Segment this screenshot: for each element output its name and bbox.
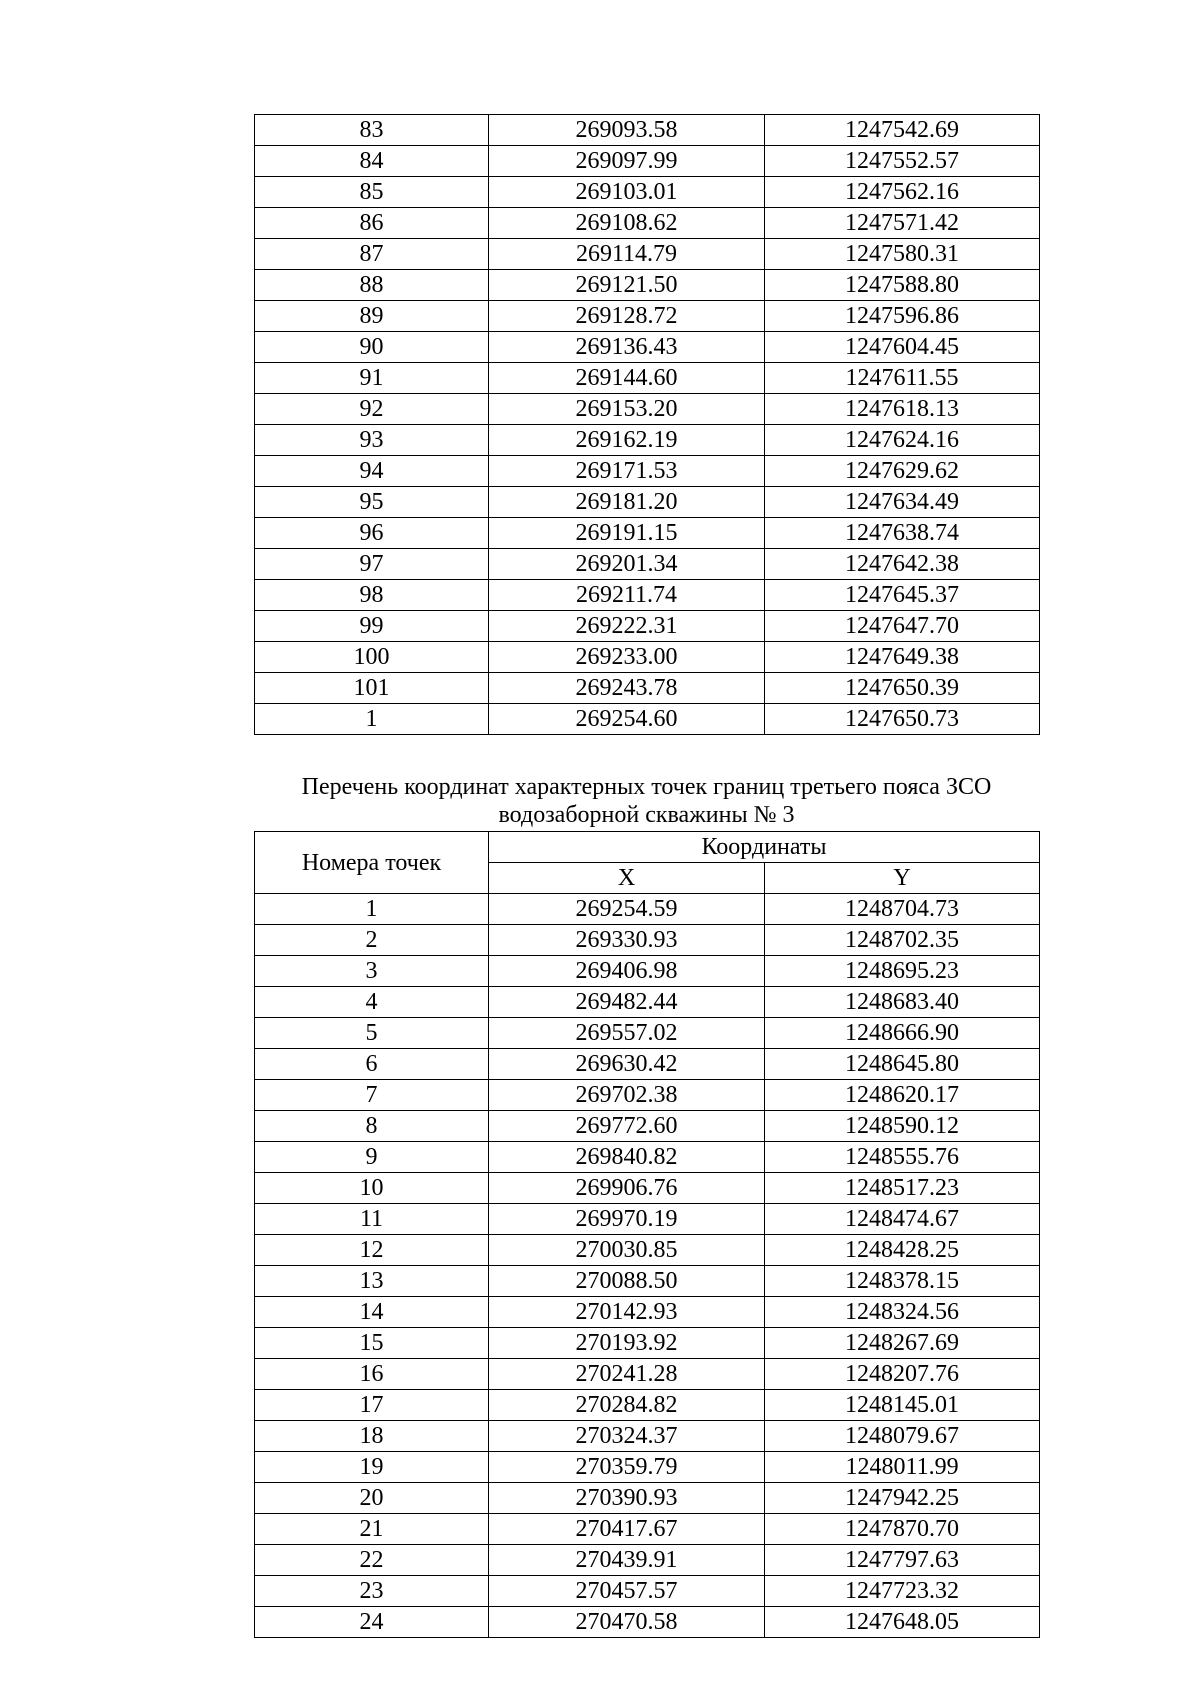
- cell-y: 1247580.31: [765, 239, 1040, 270]
- cell-point-number: 4: [255, 987, 489, 1018]
- table-row: [255, 456, 1040, 487]
- cell-x: 269557.02: [489, 1018, 765, 1049]
- caption-line-2: водозаборной скважины № 3: [498, 802, 795, 828]
- table-row: [255, 332, 1040, 363]
- cell-y: 1247588.80: [765, 270, 1040, 301]
- cell-x: 270284.82: [489, 1390, 765, 1421]
- cell-x: 269114.79: [489, 239, 765, 270]
- table-row: [255, 1018, 1040, 1049]
- cell-point-number: 97: [255, 549, 489, 580]
- coordinates-table-continued: [254, 114, 1040, 735]
- cell-point-number: 93: [255, 425, 489, 456]
- cell-y: 1248145.01: [765, 1390, 1040, 1421]
- header-x: X: [489, 863, 765, 894]
- cell-x: 269211.74: [489, 580, 765, 611]
- table-header: [255, 832, 1040, 894]
- cell-y: 1248645.80: [765, 1049, 1040, 1080]
- table-row: [255, 1514, 1040, 1545]
- table-row: [255, 549, 1040, 580]
- cell-x: 270457.57: [489, 1576, 765, 1607]
- table-row: [255, 956, 1040, 987]
- table-row: [255, 580, 1040, 611]
- cell-y: 1247797.63: [765, 1545, 1040, 1576]
- cell-point-number: 92: [255, 394, 489, 425]
- cell-y: 1248620.17: [765, 1080, 1040, 1111]
- cell-point-number: 84: [255, 146, 489, 177]
- cell-x: 269181.20: [489, 487, 765, 518]
- table-row: [255, 673, 1040, 704]
- cell-point-number: 94: [255, 456, 489, 487]
- cell-point-number: 2: [255, 925, 489, 956]
- cell-x: 269153.20: [489, 394, 765, 425]
- coordinates-table-third-zone: [254, 831, 1040, 1638]
- cell-point-number: 96: [255, 518, 489, 549]
- cell-y: 1248666.90: [765, 1018, 1040, 1049]
- cell-y: 1247723.32: [765, 1576, 1040, 1607]
- cell-x: 270470.58: [489, 1607, 765, 1638]
- cell-point-number: 23: [255, 1576, 489, 1607]
- cell-x: 269630.42: [489, 1049, 765, 1080]
- cell-x: 270030.85: [489, 1235, 765, 1266]
- cell-point-number: 95: [255, 487, 489, 518]
- cell-y: 1247542.69: [765, 115, 1040, 146]
- table-row: [255, 1576, 1040, 1607]
- cell-point-number: 9: [255, 1142, 489, 1173]
- cell-x: 269201.34: [489, 549, 765, 580]
- header-y: Y: [765, 863, 1040, 894]
- cell-y: 1247649.38: [765, 642, 1040, 673]
- cell-point-number: 88: [255, 270, 489, 301]
- cell-x: 269162.19: [489, 425, 765, 456]
- table-row: [255, 642, 1040, 673]
- cell-x: 269128.72: [489, 301, 765, 332]
- table-caption: [254, 773, 1039, 829]
- cell-y: 1248590.12: [765, 1111, 1040, 1142]
- cell-x: 269840.82: [489, 1142, 765, 1173]
- cell-x: 270324.37: [489, 1421, 765, 1452]
- cell-y: 1248704.73: [765, 894, 1040, 925]
- cell-y: 1247634.49: [765, 487, 1040, 518]
- cell-x: 270088.50: [489, 1266, 765, 1297]
- cell-x: 270439.91: [489, 1545, 765, 1576]
- cell-x: 269103.01: [489, 177, 765, 208]
- cell-y: 1247571.42: [765, 208, 1040, 239]
- cell-x: 270241.28: [489, 1359, 765, 1390]
- cell-y: 1247552.57: [765, 146, 1040, 177]
- table-row: [255, 239, 1040, 270]
- cell-x: 269970.19: [489, 1204, 765, 1235]
- cell-x: 269330.93: [489, 925, 765, 956]
- cell-y: 1248011.99: [765, 1452, 1040, 1483]
- cell-point-number: 3: [255, 956, 489, 987]
- cell-y: 1248555.76: [765, 1142, 1040, 1173]
- cell-y: 1247650.73: [765, 704, 1040, 735]
- cell-y: 1248378.15: [765, 1266, 1040, 1297]
- cell-point-number: 86: [255, 208, 489, 239]
- table-row: [255, 1235, 1040, 1266]
- cell-y: 1247647.70: [765, 611, 1040, 642]
- cell-point-number: 21: [255, 1514, 489, 1545]
- table-row: [255, 1297, 1040, 1328]
- cell-point-number: 18: [255, 1421, 489, 1452]
- cell-x: 269772.60: [489, 1111, 765, 1142]
- cell-x: 269144.60: [489, 363, 765, 394]
- table-row: [255, 115, 1040, 146]
- table-row: [255, 208, 1040, 239]
- cell-x: 270193.92: [489, 1328, 765, 1359]
- cell-y: 1247638.74: [765, 518, 1040, 549]
- cell-y: 1248702.35: [765, 925, 1040, 956]
- table-row: [255, 894, 1040, 925]
- cell-point-number: 6: [255, 1049, 489, 1080]
- cell-point-number: 20: [255, 1483, 489, 1514]
- table-row: [255, 394, 1040, 425]
- cell-x: 269108.62: [489, 208, 765, 239]
- cell-x: 270359.79: [489, 1452, 765, 1483]
- cell-point-number: 15: [255, 1328, 489, 1359]
- table-row: [255, 1204, 1040, 1235]
- cell-x: 269906.76: [489, 1173, 765, 1204]
- table-row: [255, 1607, 1040, 1638]
- cell-x: 269254.60: [489, 704, 765, 735]
- cell-x: 269191.15: [489, 518, 765, 549]
- table-row: [255, 925, 1040, 956]
- cell-x: 270142.93: [489, 1297, 765, 1328]
- cell-x: 270417.67: [489, 1514, 765, 1545]
- table-row: [255, 1328, 1040, 1359]
- cell-point-number: 16: [255, 1359, 489, 1390]
- cell-y: 1247604.45: [765, 332, 1040, 363]
- table-row: [255, 1359, 1040, 1390]
- table-row: [255, 987, 1040, 1018]
- cell-point-number: 13: [255, 1266, 489, 1297]
- cell-x: 269482.44: [489, 987, 765, 1018]
- cell-point-number: 17: [255, 1390, 489, 1421]
- header-point-numbers: Номера точек: [255, 832, 489, 894]
- cell-x: 269254.59: [489, 894, 765, 925]
- cell-point-number: 100: [255, 642, 489, 673]
- cell-y: 1248207.76: [765, 1359, 1040, 1390]
- cell-point-number: 1: [255, 704, 489, 735]
- cell-point-number: 98: [255, 580, 489, 611]
- cell-x: 269136.43: [489, 332, 765, 363]
- cell-x: 269222.31: [489, 611, 765, 642]
- table-row: [255, 611, 1040, 642]
- cell-point-number: 7: [255, 1080, 489, 1111]
- cell-y: 1248267.69: [765, 1328, 1040, 1359]
- table-row: [255, 487, 1040, 518]
- cell-x: 269097.99: [489, 146, 765, 177]
- cell-point-number: 14: [255, 1297, 489, 1328]
- table-row: [255, 146, 1040, 177]
- cell-y: 1248683.40: [765, 987, 1040, 1018]
- cell-point-number: 5: [255, 1018, 489, 1049]
- table-row: [255, 301, 1040, 332]
- table-row: [255, 1049, 1040, 1080]
- cell-x: 269093.58: [489, 115, 765, 146]
- cell-x: 269243.78: [489, 673, 765, 704]
- cell-y: 1247618.13: [765, 394, 1040, 425]
- cell-y: 1247562.16: [765, 177, 1040, 208]
- cell-y: 1248695.23: [765, 956, 1040, 987]
- cell-y: 1247942.25: [765, 1483, 1040, 1514]
- table-row: [255, 363, 1040, 394]
- cell-point-number: 19: [255, 1452, 489, 1483]
- cell-y: 1247648.05: [765, 1607, 1040, 1638]
- cell-x: 269233.00: [489, 642, 765, 673]
- table-row: [255, 704, 1040, 735]
- cell-y: 1247650.39: [765, 673, 1040, 704]
- table-row: [255, 1142, 1040, 1173]
- table-row: [255, 1111, 1040, 1142]
- table-row: [255, 270, 1040, 301]
- cell-y: 1247611.55: [765, 363, 1040, 394]
- cell-y: 1247624.16: [765, 425, 1040, 456]
- cell-y: 1248517.23: [765, 1173, 1040, 1204]
- table-body: [255, 894, 1040, 1638]
- table-row: [255, 1173, 1040, 1204]
- table-row: [255, 1421, 1040, 1452]
- table-row: [255, 1545, 1040, 1576]
- cell-x: 269121.50: [489, 270, 765, 301]
- cell-y: 1247642.38: [765, 549, 1040, 580]
- cell-y: 1247870.70: [765, 1514, 1040, 1545]
- table-row: [255, 518, 1040, 549]
- cell-point-number: 11: [255, 1204, 489, 1235]
- table-body: [255, 115, 1040, 735]
- cell-x: 269702.38: [489, 1080, 765, 1111]
- cell-point-number: 8: [255, 1111, 489, 1142]
- cell-point-number: 1: [255, 894, 489, 925]
- cell-point-number: 101: [255, 673, 489, 704]
- header-coordinates: Координаты: [489, 832, 1040, 863]
- table-row: [255, 1390, 1040, 1421]
- cell-point-number: 87: [255, 239, 489, 270]
- cell-y: 1248474.67: [765, 1204, 1040, 1235]
- cell-point-number: 10: [255, 1173, 489, 1204]
- cell-y: 1247645.37: [765, 580, 1040, 611]
- cell-point-number: 91: [255, 363, 489, 394]
- cell-point-number: 12: [255, 1235, 489, 1266]
- table-row: [255, 1266, 1040, 1297]
- table-row: [255, 1080, 1040, 1111]
- cell-point-number: 85: [255, 177, 489, 208]
- cell-point-number: 24: [255, 1607, 489, 1638]
- cell-point-number: 90: [255, 332, 489, 363]
- cell-y: 1248324.56: [765, 1297, 1040, 1328]
- cell-y: 1248428.25: [765, 1235, 1040, 1266]
- header-row: [255, 832, 1040, 863]
- table-row: [255, 1483, 1040, 1514]
- cell-y: 1247596.86: [765, 301, 1040, 332]
- cell-x: 269171.53: [489, 456, 765, 487]
- cell-point-number: 99: [255, 611, 489, 642]
- table-row: [255, 425, 1040, 456]
- table-row: [255, 177, 1040, 208]
- caption-line-1: Перечень координат характерных точек границ третьего пояса ЗСО: [301, 774, 992, 800]
- cell-point-number: 22: [255, 1545, 489, 1576]
- cell-y: 1247629.62: [765, 456, 1040, 487]
- cell-point-number: 89: [255, 301, 489, 332]
- cell-x: 269406.98: [489, 956, 765, 987]
- table-row: [255, 1452, 1040, 1483]
- cell-point-number: 83: [255, 115, 489, 146]
- cell-x: 270390.93: [489, 1483, 765, 1514]
- cell-y: 1248079.67: [765, 1421, 1040, 1452]
